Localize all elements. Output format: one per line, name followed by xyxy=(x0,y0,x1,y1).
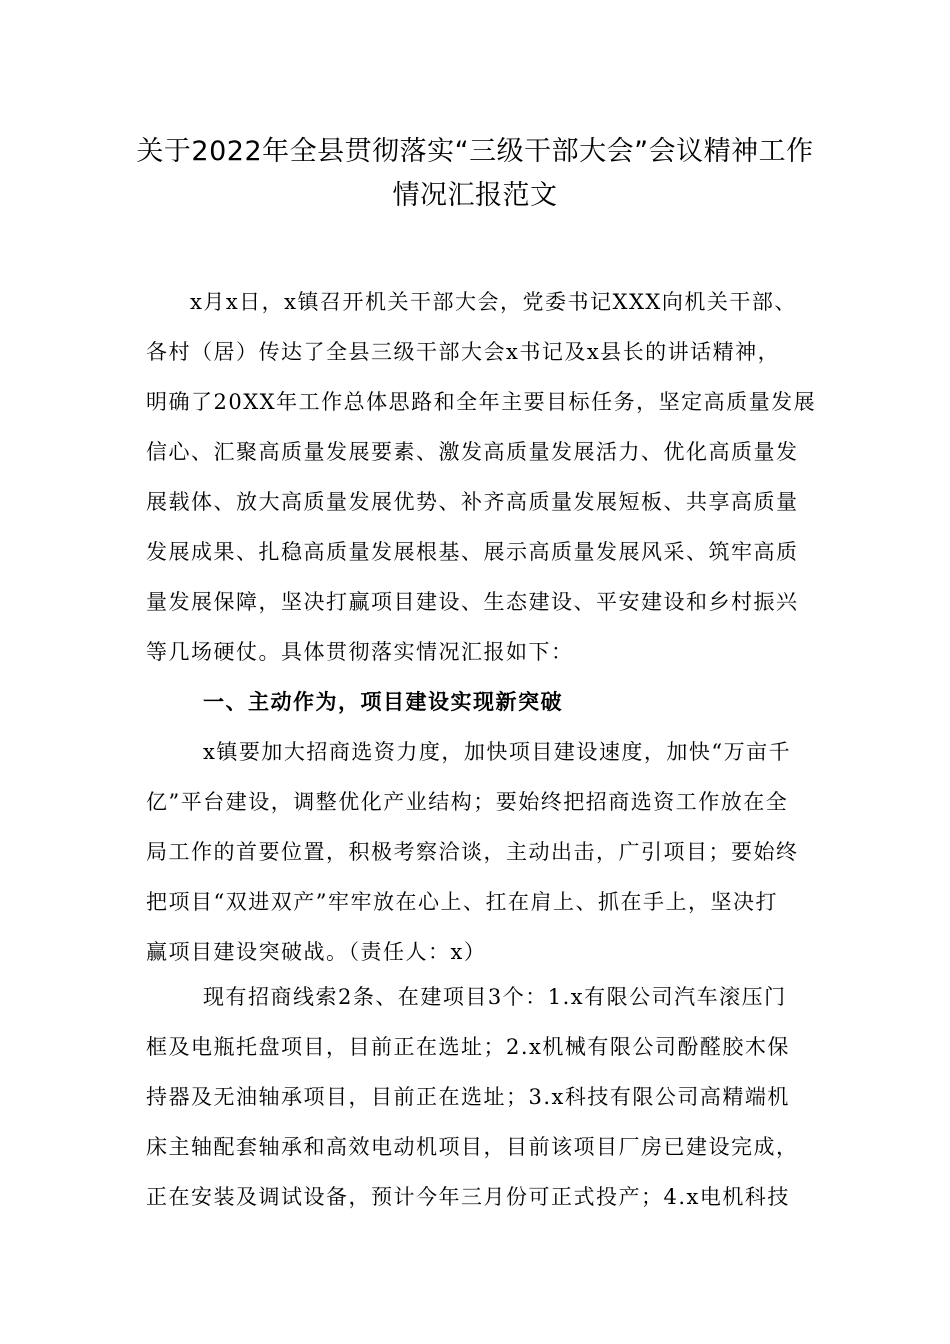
paragraph-line: 明确了20XX年工作总体思路和全年主要目标任务，坚定高质量发展 xyxy=(146,390,817,414)
paragraph-line: 展载体、放大高质量发展优势、补齐高质量发展短板、共享高质量 xyxy=(146,490,799,514)
paragraph-1 xyxy=(146,277,817,977)
paragraph-line: 量发展保障，坚决打赢项目建设、生态建设、平安建设和乡村振兴 xyxy=(146,590,799,614)
section-heading: 一、主动作为，项目建设实现新突破 xyxy=(203,689,563,714)
paragraph-line: 亿”平台建设，调整优化产业结构；要始终把招商选资工作放在全 xyxy=(146,790,789,814)
document-title-line-2: 情况汇报范文 xyxy=(392,180,558,211)
paragraph-line: 把项目“双进双产”牢牢放在心上、扛在肩上、抓在手上，坚决打 xyxy=(146,890,778,914)
paragraph-line: 正在安装及调试设备，预计今年三月份可正式投产；4.x电机科技 xyxy=(146,1185,790,1209)
paragraph-line: 框及电瓶托盘项目，目前正在选址；2.x机械有限公司酚醛胶木保 xyxy=(146,1035,790,1059)
paragraph-line: 持器及无油轴承项目，目前正在选址；3.x科技有限公司高精端机 xyxy=(146,1085,790,1109)
paragraph-3 xyxy=(146,972,806,1222)
paragraph-line: 床主轴配套轴承和高效电动机项目，目前该项目厂房已建设完成， xyxy=(146,1135,799,1159)
paragraph-line: 现有招商线索2条、在建项目3个：1.x有限公司汽车滚压门 xyxy=(203,985,787,1009)
paragraph-line: 信心、汇聚高质量发展要素、激发高质量发展活力、优化高质量发 xyxy=(146,440,799,464)
paragraph-line: 赢项目建设突破战。（责任人：x） xyxy=(146,940,487,964)
paragraph-line: x镇要加大招商选资力度，加快项目建设速度，加快“万亩千 xyxy=(203,740,792,764)
paragraph-line: 发展成果、扎稳高质量发展根基、展示高质量发展风采、筑牢高质 xyxy=(146,540,799,564)
paragraph-line: 等几场硬仗。具体贯彻落实情况汇报如下： xyxy=(146,640,574,664)
paragraph-line: 局工作的首要位置，积极考察洽谈，主动出击，广引项目；要始终 xyxy=(146,840,799,864)
paragraph-line: 各村（居）传达了全县三级干部大会x书记及x县长的讲话精神， xyxy=(146,340,781,364)
paragraph-line: x月x日，x镇召开机关干部大会，党委书记XXX向机关干部、 xyxy=(190,290,797,314)
document-title-line-1: 关于2022年全县贯彻落实“三级干部大会”会议精神工作 xyxy=(136,136,814,167)
